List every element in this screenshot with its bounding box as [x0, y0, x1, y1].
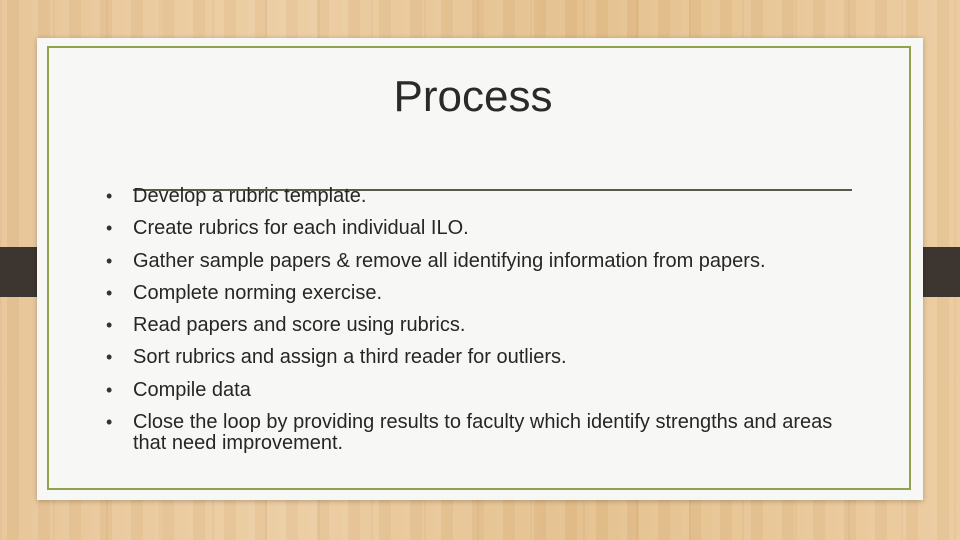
- bullet-text: Gather sample papers & remove all identifying information from papers.: [133, 249, 766, 272]
- bullet-text: Develop a rubric template.: [133, 185, 367, 207]
- bullet-icon: •: [106, 282, 113, 303]
- list-item: [106, 283, 866, 304]
- list-item: [106, 251, 866, 272]
- slide-title: Process: [393, 72, 553, 121]
- bullet-icon: •: [106, 412, 113, 433]
- list-item: [106, 186, 866, 207]
- bullet-text: Create rubrics for each individual ILO.: [133, 217, 469, 240]
- bullet-icon: •: [106, 315, 113, 336]
- bullet-text: Sort rubrics and assign a third reader for outliers.: [133, 346, 567, 369]
- list-item: [106, 218, 866, 239]
- bullet-text: Close the loop by providing results to faculty which identify strengths and areas that need improvement.: [133, 411, 833, 455]
- bullet-icon: •: [106, 347, 113, 368]
- bullet-list: [106, 186, 866, 465]
- list-item: [106, 380, 866, 401]
- bullet-icon: •: [106, 218, 113, 239]
- bullet-text: Compile data: [133, 378, 251, 401]
- list-item: [106, 315, 866, 336]
- bullet-icon: •: [106, 250, 113, 271]
- bullet-icon: •: [106, 379, 113, 400]
- list-item: [106, 347, 866, 368]
- bullet-icon: •: [106, 186, 113, 206]
- bullet-text: Complete norming exercise.: [133, 281, 382, 304]
- bullet-text: Read papers and score using rubrics.: [133, 314, 466, 337]
- list-item: [106, 412, 866, 454]
